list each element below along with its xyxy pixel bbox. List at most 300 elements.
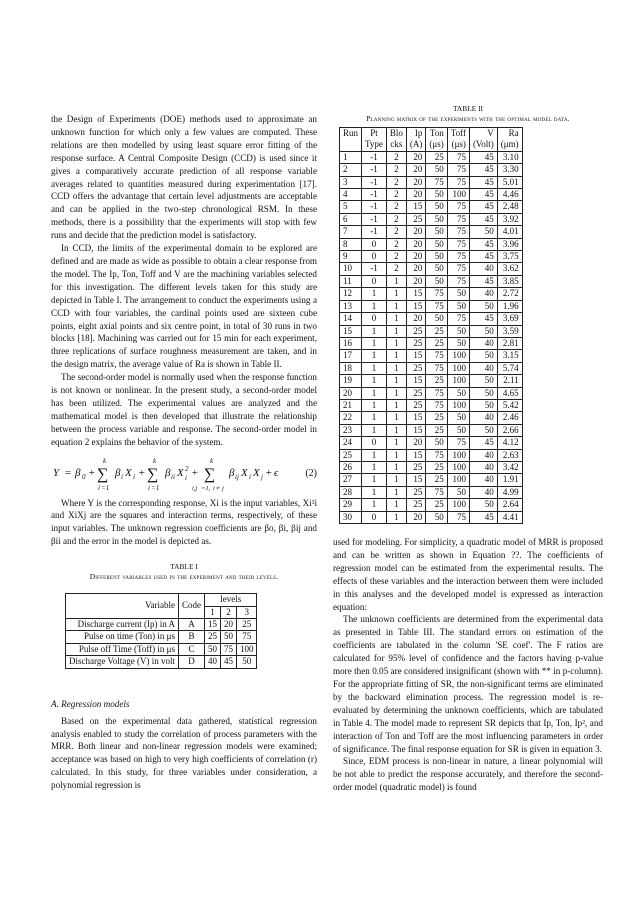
table2-cell: 45 <box>469 251 497 263</box>
table2-cell: 2.72 <box>497 288 522 300</box>
table2-cell: 3 <box>340 176 362 188</box>
svg-text:∑: ∑ <box>97 465 109 483</box>
table2-cell: 50 <box>426 226 447 238</box>
table2-cell: 40 <box>469 263 497 275</box>
table1-cell-l2: 45 <box>220 656 236 668</box>
table2-cell: 45 <box>469 313 497 325</box>
table2-header-cell <box>386 128 406 152</box>
table2-cell: 2.81 <box>497 337 522 349</box>
svg-text:j: j <box>222 484 224 492</box>
table2-cell: 4.01 <box>497 226 522 238</box>
table2-cell: 50 <box>447 300 469 312</box>
table2-cell: 3.69 <box>497 313 522 325</box>
table2-cell: 0 <box>362 313 387 325</box>
table2-cell: 5.74 <box>497 362 522 374</box>
table2-cell: 25 <box>406 461 426 473</box>
table2-cell: 25 <box>426 412 447 424</box>
svg-text:=: = <box>64 466 72 479</box>
table2-cell: 50 <box>469 499 497 511</box>
table2-header-line1: V <box>487 128 494 138</box>
table2-cell: 100 <box>447 375 469 387</box>
table2-cell: 75 <box>426 486 447 498</box>
table2-cell: 75 <box>447 437 469 449</box>
table2-cell: 1 <box>386 424 406 436</box>
table2-cell: 20 <box>406 226 426 238</box>
table2-cell: 29 <box>340 499 362 511</box>
svg-text:β: β <box>115 466 121 479</box>
table2-header-line2: cks <box>390 139 403 150</box>
table2-cell: 2.46 <box>497 412 522 424</box>
table2-cell: 2 <box>386 176 406 188</box>
table1-level-number: 1 <box>204 606 220 618</box>
paragraph: The second-order model is normally used when the response function is not known or nonlinear. In the present study, a second-order model has been utilized. The experimental values are analyzed and the mathematical model is then developed that illustrate the relationship between the process variable and response. The second-order model in equation 2 explains the behavior of the system. <box>51 372 317 447</box>
table1-cell-variable: Pulse off Time (Toff) in μs <box>66 643 179 655</box>
table2-cell: 20 <box>406 251 426 263</box>
table2-cell: 45 <box>469 164 497 176</box>
table1-row <box>66 631 257 643</box>
table2-cell: 1 <box>362 424 387 436</box>
table2-cell: 75 <box>426 449 447 461</box>
table2-cell: 50 <box>426 164 447 176</box>
left-column <box>51 113 317 792</box>
table1-cell-l2: 20 <box>220 619 236 631</box>
table2-row <box>340 461 523 473</box>
table2-cell: 1 <box>386 288 406 300</box>
table2-cell: 50 <box>447 337 469 349</box>
table2-cell: 50 <box>426 213 447 225</box>
levels-table <box>65 593 257 668</box>
table2-cell: 45 <box>469 151 497 163</box>
table2-cell: 40 <box>469 474 497 486</box>
table2-cell: 50 <box>426 275 447 287</box>
table2-cell: 50 <box>469 325 497 337</box>
table2-cell: 1 <box>362 387 387 399</box>
svg-text:β: β <box>165 466 171 479</box>
table2-cell: 25 <box>426 375 447 387</box>
table1-level-number: 2 <box>220 606 236 618</box>
table2-cell: 1.91 <box>497 474 522 486</box>
table2-cell: 0 <box>362 275 387 287</box>
table2-cell: 12 <box>340 288 362 300</box>
table2-cell: 50 <box>426 313 447 325</box>
table2-cell: 30 <box>340 511 362 523</box>
table2-cell: 100 <box>447 399 469 411</box>
table2-cell: 45 <box>469 189 497 201</box>
table2-cell: 25 <box>426 474 447 486</box>
paragraph: used for modeling. For simplicity, a quadratic model of MRR is proposed and can be written as shown in Equation ??. The coefficients of regression model can be estimated from the experimental results. The effects of these variables and the interaction between them were included in this analyses and the developed model is expressed as interaction equation: <box>333 537 603 612</box>
table2-cell: 50 <box>469 300 497 312</box>
table2-cell: 4 <box>340 189 362 201</box>
table2-cell: 4.41 <box>497 511 522 523</box>
table2-cell: 75 <box>426 350 447 362</box>
table2-row <box>340 300 523 312</box>
paragraph: the Design of Experiments (DOE) methods used to approximate an unknown function for which only a few values are computed. These relations are then modelled by using least square error fitting of the response surface. A Central Composite Design (CCD) is used since it gives a comparatively accurate prediction of all response variable averages related to quantities measured during experimentation [17]. CCD offers the advantage that certain level adjustments are acceptable and can be applied in the two-step chronological RSM. In these methods, there is a possibility that the experiments will stop with few runs and decide that the prediction model is satisfactory. <box>51 114 317 241</box>
paragraph: The unknown coefficients are determined from the experimental data as presented in Table III. The standard errors on estimation of the coefficients are tabulated in the column 'SE coef'. The F ratios are calculated for 95% level of confidence and the factors having p-value more then 0.05 are considered insignificant (shown with ** in p-column). For the appropriate fitting of SR, the non-significant terms are eliminated by the backward elimination process. The regression model is re-evaluated by determining the unknown coefficients, which are tabulated in Table 4. The model made to represent SR depicts that Ip, Ton, Ip², and interaction of Ton and Toff are the most influencing parameters in order of significance. The final response equation for SR is given in equation 3. <box>333 614 603 754</box>
table2-cell: 25 <box>426 325 447 337</box>
paragraph: In CCD, the limits of the experimental domain to be explored are defined and are made as wide as possible to obtain a clear response from the model. The Ip, Ton, Toff and V are the machining variables selected for this investigation. The different levels taken for this study are depicted in Table I. The arrangement to conduct the experiments using a CCD with four variables, the cardinal points used are sixteen cube points, eight axial points and six centre point, in total of 30 runs in two blocks [18]. Machining was carried out for 15 min for each experiment, three replications of surface roughness measurement are taken, and in the design matrix, the average value of Ra is shown in Table II. <box>51 243 317 370</box>
table2-cell: 50 <box>469 424 497 436</box>
table2-cell: 21 <box>340 399 362 411</box>
table2-cell: 2 <box>340 164 362 176</box>
table2-cell: 1 <box>362 300 387 312</box>
table2-row <box>340 362 523 374</box>
svg-text:k: k <box>210 456 214 465</box>
table2-cell: 1 <box>386 511 406 523</box>
table2-cell: -1 <box>362 213 387 225</box>
table2-row <box>340 387 523 399</box>
table2-cell: 1 <box>362 412 387 424</box>
table2-cell: 1 <box>386 300 406 312</box>
table2-cell: -1 <box>362 226 387 238</box>
table2-cell: 8 <box>340 238 362 250</box>
table2-cell: 20 <box>406 176 426 188</box>
svg-text:ϵ: ϵ <box>274 466 279 479</box>
table2-cell: 2.11 <box>497 375 522 387</box>
svg-text:∑: ∑ <box>204 465 216 483</box>
table2-cell: 1 <box>362 288 387 300</box>
table2-row <box>340 263 523 275</box>
table2-cell: 15 <box>406 350 426 362</box>
table2-cell: 22 <box>340 412 362 424</box>
table1-cell-code: B <box>178 631 204 643</box>
table2-cell: 1 <box>386 499 406 511</box>
planning-matrix-table <box>339 127 523 524</box>
table2-cell: 75 <box>447 313 469 325</box>
table2-cell: 1 <box>362 375 387 387</box>
svg-text:+: + <box>191 466 199 479</box>
table2-row <box>340 151 523 163</box>
table2-cell: 28 <box>340 486 362 498</box>
svg-text:X: X <box>253 466 260 479</box>
svg-text:Y: Y <box>53 466 60 479</box>
table2-cell: 50 <box>469 226 497 238</box>
table2-cell: 100 <box>447 461 469 473</box>
table2-header-cell <box>362 128 387 152</box>
table2-cell: 1 <box>386 474 406 486</box>
table1-label: TABLE I <box>170 562 198 572</box>
table2-cell: 45 <box>469 201 497 213</box>
table2-cell: 50 <box>447 325 469 337</box>
table2-cell: 25 <box>426 337 447 349</box>
svg-text:X: X <box>177 466 184 479</box>
table2-row <box>340 238 523 250</box>
table2-cell: 1 <box>362 350 387 362</box>
table2-cell: 100 <box>447 474 469 486</box>
table2-cell: 20 <box>406 238 426 250</box>
table2-cell: 75 <box>447 275 469 287</box>
table2-cell: 1 <box>362 486 387 498</box>
table2-cell: 15 <box>406 300 426 312</box>
table2-row <box>340 201 523 213</box>
table2-caption <box>333 104 603 124</box>
paragraph: Where Y is the corresponding response, Xi is the input variables, Xi²i and XiXj are the squares and interaction terms, respectively, of these input variables. The unknown regression coefficients are βo, βi, βij and βii and the error in the model is depicted as. <box>51 497 317 547</box>
table2-cell: 50 <box>447 424 469 436</box>
table2-cell: 20 <box>340 387 362 399</box>
table2-cell: 4.12 <box>497 437 522 449</box>
svg-text:X: X <box>241 466 248 479</box>
svg-text:k: k <box>153 456 157 465</box>
table2-cell: 1 <box>362 499 387 511</box>
table2-cell: 75 <box>447 151 469 163</box>
table2-cell: 40 <box>469 337 497 349</box>
table2-cell: 27 <box>340 474 362 486</box>
table2-cell: 75 <box>447 213 469 225</box>
svg-text:=1: =1 <box>151 483 160 492</box>
table2-row <box>340 325 523 337</box>
table1-cell-variable: Discharge current (Ip) in A <box>66 619 179 631</box>
table2-cell: 24 <box>340 437 362 449</box>
table2-cell: 25 <box>406 337 426 349</box>
table1-cell-l3: 25 <box>236 619 257 631</box>
table2-cell: 5.01 <box>497 176 522 188</box>
table2-cell: 25 <box>340 449 362 461</box>
svg-text:β: β <box>229 466 235 479</box>
table2-row <box>340 412 523 424</box>
table2-cell: 45 <box>469 437 497 449</box>
svg-text:i,j: i,j <box>192 484 198 492</box>
table2-cell: 100 <box>447 499 469 511</box>
table1-caption-text: Different variables used in the experiment and their levels. <box>89 572 279 582</box>
table2-cell: 25 <box>406 399 426 411</box>
table2-cell: 1 <box>386 486 406 498</box>
table2-cell: 13 <box>340 300 362 312</box>
table2-cell: 20 <box>406 313 426 325</box>
table2-cell: 20 <box>406 151 426 163</box>
table2-cell: 1 <box>362 337 387 349</box>
table2-cell: 4.65 <box>497 387 522 399</box>
table2-cell: 50 <box>426 511 447 523</box>
table1-cell-code: D <box>178 656 204 668</box>
svg-text:X: X <box>125 466 132 479</box>
table2-cell: 0 <box>362 251 387 263</box>
table2-cell: 15 <box>406 288 426 300</box>
table2-header-line1: Toff <box>450 128 466 138</box>
table2-cell: 1 <box>386 362 406 374</box>
table2-cell: 2 <box>386 213 406 225</box>
table2-cell: 25 <box>426 424 447 436</box>
svg-text:i: i <box>133 472 135 481</box>
svg-text:ij: ij <box>235 472 239 481</box>
table2-cell: 50 <box>447 387 469 399</box>
table2-row <box>340 424 523 436</box>
table1-cell-l3: 100 <box>236 643 257 655</box>
table2-header-line2: Type <box>365 139 383 150</box>
table2-cell: 10 <box>340 263 362 275</box>
table2-cell: 6 <box>340 213 362 225</box>
table2-cell: 75 <box>447 511 469 523</box>
table2-header-line2: (Volt) <box>472 139 494 150</box>
table2-cell: 4.46 <box>497 189 522 201</box>
table2-row <box>340 437 523 449</box>
table2-cell: 75 <box>447 251 469 263</box>
table2-cell: 3.15 <box>497 350 522 362</box>
right-column <box>333 104 603 794</box>
table2-cell: 75 <box>447 263 469 275</box>
table2-cell: 50 <box>426 189 447 201</box>
svg-text:+: + <box>265 466 273 479</box>
table2-cell: 14 <box>340 313 362 325</box>
table2-row <box>340 213 523 225</box>
table2-cell: -1 <box>362 164 387 176</box>
table2-cell: 15 <box>340 325 362 337</box>
svg-text:+: + <box>88 466 96 479</box>
table2-row <box>340 226 523 238</box>
table2-cell: 1 <box>362 362 387 374</box>
table2-cell: 20 <box>406 263 426 275</box>
table2-header-line2: (A) <box>409 139 423 150</box>
table2-cell: 45 <box>469 238 497 250</box>
svg-text:j: j <box>261 472 263 481</box>
table2-cell: 1 <box>386 399 406 411</box>
table2-cell: 75 <box>426 288 447 300</box>
table2-cell: 50 <box>426 437 447 449</box>
table1-header-variable: Variable <box>66 594 179 619</box>
table2-cell: 2 <box>386 201 406 213</box>
table2-cell: 75 <box>447 226 469 238</box>
table2-cell: 11 <box>340 275 362 287</box>
table2-cell: 3.42 <box>497 461 522 473</box>
table2-cell: 1 <box>386 461 406 473</box>
table2-cell: 2.66 <box>497 424 522 436</box>
table2-header-cell <box>497 128 522 152</box>
table2-row <box>340 499 523 511</box>
table2-cell: 15 <box>406 412 426 424</box>
table2-cell: 50 <box>469 387 497 399</box>
table2-cell: 9 <box>340 251 362 263</box>
table2-row <box>340 313 523 325</box>
table2-header-line2: (μm) <box>500 139 519 150</box>
table2-cell: 45 <box>469 213 497 225</box>
table1-cell-code: C <box>178 643 204 655</box>
table2-cell: -1 <box>362 263 387 275</box>
table2-cell: 1 <box>386 337 406 349</box>
table2-cell: -1 <box>362 201 387 213</box>
table2-cell: 19 <box>340 375 362 387</box>
table1-cell-code: A <box>178 619 204 631</box>
table2-cell: 2 <box>386 226 406 238</box>
table2-header-line1: Ton <box>429 128 444 138</box>
table2-cell: 75 <box>426 387 447 399</box>
table2-cell: 3.10 <box>497 151 522 163</box>
table2-header-line1: Pt <box>370 128 378 138</box>
svg-text:+: + <box>138 466 146 479</box>
table2-caption-text: Planning matrix of the experiments with the optimal model data. <box>366 114 570 123</box>
table2-row <box>340 511 523 523</box>
table2-cell: 25 <box>406 325 426 337</box>
table2-header-cell <box>447 128 469 152</box>
paragraph: Based on the experimental data gathered, statistical regression analysis enabled to study the correlation of process parameters with the MRR. Both linear and non-linear regression models were examined; acceptance was based on high to very high coefficients of correlation (r) calculated. In this study, for three variables under consideration, a polynomial regression is <box>51 715 317 791</box>
table2-cell: 75 <box>447 164 469 176</box>
table2-cell: 0 <box>362 511 387 523</box>
table2-cell: 1 <box>362 474 387 486</box>
table2-cell: 75 <box>426 362 447 374</box>
table2-cell: 2 <box>386 189 406 201</box>
svg-text:∑: ∑ <box>147 465 159 483</box>
table1-row <box>66 643 257 655</box>
table2-header-line2 <box>343 140 358 151</box>
table2-cell: 25 <box>406 499 426 511</box>
section-heading: A. Regression models <box>51 698 130 709</box>
table2-cell: 3.75 <box>497 251 522 263</box>
table2-cell: 1.96 <box>497 300 522 312</box>
svg-text:ii: ii <box>171 472 175 481</box>
table1-cell-l1: 50 <box>204 643 220 655</box>
table2-cell: 15 <box>406 424 426 436</box>
table2-cell: 20 <box>406 437 426 449</box>
table2-cell: 7 <box>340 226 362 238</box>
table2-row <box>340 486 523 498</box>
table2-cell: 1 <box>340 151 362 163</box>
table2-cell: 1 <box>386 412 406 424</box>
table2-header-cell <box>426 128 447 152</box>
table2-header-line1: Blo <box>389 128 403 138</box>
svg-text:i: i <box>98 483 100 492</box>
table2-cell: 20 <box>406 275 426 287</box>
table1-row <box>66 619 257 631</box>
table2-cell: 20 <box>406 164 426 176</box>
table2-cell: 25 <box>426 151 447 163</box>
table2-cell: 25 <box>406 362 426 374</box>
paragraph: Since, EDM process is non-linear in nature, a linear polynomial will be not able to predict the response accurately, and therefore the second-order model (quadratic model) is found <box>333 756 603 793</box>
svg-text:≠: ≠ <box>216 484 220 492</box>
table1-cell-l1: 40 <box>204 656 220 668</box>
table2-header-line1: Ip <box>414 128 423 138</box>
table2-cell: 2 <box>386 151 406 163</box>
table2-row <box>340 164 523 176</box>
table2-label: TABLE II <box>453 104 483 113</box>
table2-cell: 50 <box>447 288 469 300</box>
table2-cell: 50 <box>447 486 469 498</box>
table2-cell: 40 <box>469 288 497 300</box>
table2-cell: 1 <box>386 275 406 287</box>
svg-text:0: 0 <box>82 472 86 481</box>
table2-cell: 15 <box>406 474 426 486</box>
table2-cell: 50 <box>447 412 469 424</box>
table2-row <box>340 375 523 387</box>
table2-cell: 100 <box>447 189 469 201</box>
table2-row <box>340 176 523 188</box>
table1-cell-variable: Discharge Voltage (V) in volt <box>66 656 179 668</box>
table2-cell: 50 <box>469 350 497 362</box>
table2-cell: 26 <box>340 461 362 473</box>
table2-cell: 25 <box>426 461 447 473</box>
table2-cell: 75 <box>447 176 469 188</box>
table2-cell: 25 <box>406 213 426 225</box>
table2-cell: 1 <box>362 399 387 411</box>
table2-cell: 75 <box>426 176 447 188</box>
table2-row <box>340 350 523 362</box>
table1-cell-l1: 15 <box>204 619 220 631</box>
table2-cell: 2.63 <box>497 449 522 461</box>
table2-header-line2: (μs) <box>429 139 444 150</box>
table2-row <box>340 399 523 411</box>
table1-caption <box>51 562 317 582</box>
table2-row <box>340 251 523 263</box>
table2-cell: 75 <box>447 238 469 250</box>
table2-cell: 25 <box>426 499 447 511</box>
table1-header-levels: levels <box>204 594 257 606</box>
table2-cell: 75 <box>447 201 469 213</box>
table2-cell: 20 <box>406 511 426 523</box>
table2-header-cell <box>406 128 426 152</box>
table2-cell: 50 <box>426 201 447 213</box>
table2-cell: 1 <box>362 449 387 461</box>
table2-cell: 15 <box>406 201 426 213</box>
table2-cell: 25 <box>406 387 426 399</box>
table1-header-code: Code <box>178 594 204 619</box>
table2-cell: 45 <box>469 176 497 188</box>
table2-cell: 1 <box>386 449 406 461</box>
